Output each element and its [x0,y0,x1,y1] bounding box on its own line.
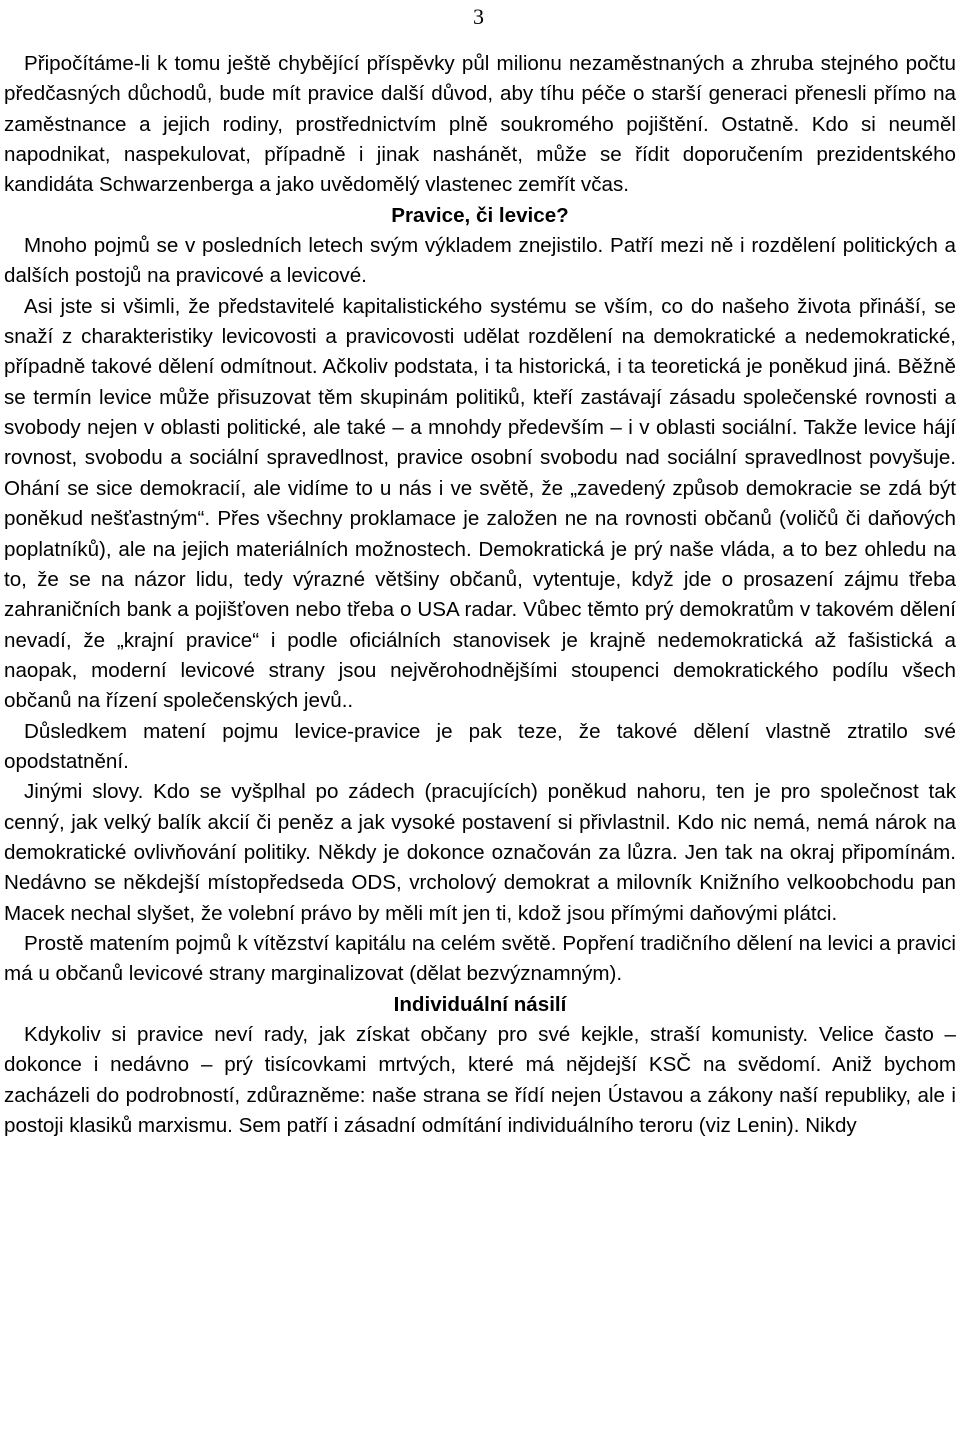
body-paragraph: Jinými slovy. Kdo se vyšplhal po zádech (pracujících) poněkud nahoru, ten je pro společnost tak cenný, jak velký balík akcií či peněz a jak vysoké postavení si přivlastnil. Kdo nic nemá, nemá nárok na demokratické ovlivňování politiky. Někdy je dokonce označován za lůzra. Jen tak na okraj připomínám. Nedávno se někdejší místopředseda ODS, vrcholový demokrat a milovník Knižního velkoobchodu pan Macek nechal slyšet, že volební právo by měli mít jen ti, kdož jsou přímými daňovými plátci. [4,780,956,925]
body-paragraph: Kdykoliv si pravice neví rady, jak získat občany pro své kejkle, straší komunisty. Velice často – dokonce i nedávno – prý tisícovkami mrtvých, které má nějdejší KSČ na svědomí. Aniž bychom zacházeli do podrobností, zdůrazněme: naše strana se řídí nejen Ústavou a zákony naší republiky, ale i postoji klasiků marxismu. Sem patří i zásadní odmítání individuálního teroru (viz Lenin). Nikdy [4,1023,956,1138]
section-heading: Pravice, či levice? [391,203,569,227]
page-number: 3 [473,4,484,29]
body-paragraph: Asi jste si všimli, že představitelé kapitalistického systému se vším, co do našeho života přináší, se snaží z charakteristiky levicovosti a pravicovosti udělat rozdělení na demokratické a nedemokratické, případně takové dělení odmítnout. Ačkoliv podstata, i ta historická, i ta teoretická je poněkud jiná. Běžně se termín levice může přisuzovat těm skupinám politiků, kteří zastávají zásadu společenské rovnosti a svobody nejen v oblasti politické, ale také – a mnohdy především – i v oblasti sociální. Takže levice hájí rovnost, svobodu a sociální spravedlnost, pravice osobní svobodu nad sociální spravedlnost povyšuje. Ohání se sice demokracií, ale vidíme to u nás i ve světě, že „zavedený způsob demokracie se zdá být poněkud nešťastným“. Přes všechny proklamace je založen ne na rovnosti občanů (voličů či daňových poplatníků), ale na jejich materiálních možnostech. Demokratická je prý naše vláda, a to bez ohledu na to, že se na názor lidu, tedy výrazné většiny občanů, vytentuje, když jde o prosazení zájmu třeba zahraničních bank a pojišťoven nebo třeba o USA radar. Vůbec těmto prý demokratům v takovém dělení nevadí, že „krajní pravice“ i podle oficiálních stanovisek je krajně nedemokratická až fašistická a naopak, moderní levicové strany jsou nejvěrohodnějšími stoupenci demokratického podílu všech občanů na řízení společenských jevů.. [4,294,956,713]
section-heading: Individuální násilí [393,992,567,1016]
body-paragraph: Mnoho pojmů se v posledních letech svým výkladem znejistilo. Patří mezi ně i rozdělení politických a dalších postojů na pravicové a levicové. [4,234,956,288]
document-body [4,49,956,1141]
body-paragraph: Důsledkem matení pojmu levice-pravice je pak teze, že takové dělení vlastně ztratilo své opodstatnění. [4,719,956,773]
body-paragraph: Připočítáme-li k tomu ještě chybějící příspěvky půl milionu nezaměstnaných a zhruba stejného počtu předčasných důchodů, bude mít pravice další důvod, aby tíhu péče o starší generaci přenesli přímo na zaměstnance a jejich rodiny, prostřednictvím plně soukromého pojištění. Ostatně. Kdo si neuměl napodnikat, naspekulovat, případně i jinak nashánět, může se řídit doporučením prezidentského kandidáta Schwarzenberga a jako uvědomělý vlastenec zemřít včas. [4,52,956,197]
body-paragraph: Prostě matením pojmů k vítězství kapitálu na celém světě. Popření tradičního dělení na levici a pravici má u občanů levicové strany marginalizovat (dělat bezvýznamným). [4,931,956,986]
